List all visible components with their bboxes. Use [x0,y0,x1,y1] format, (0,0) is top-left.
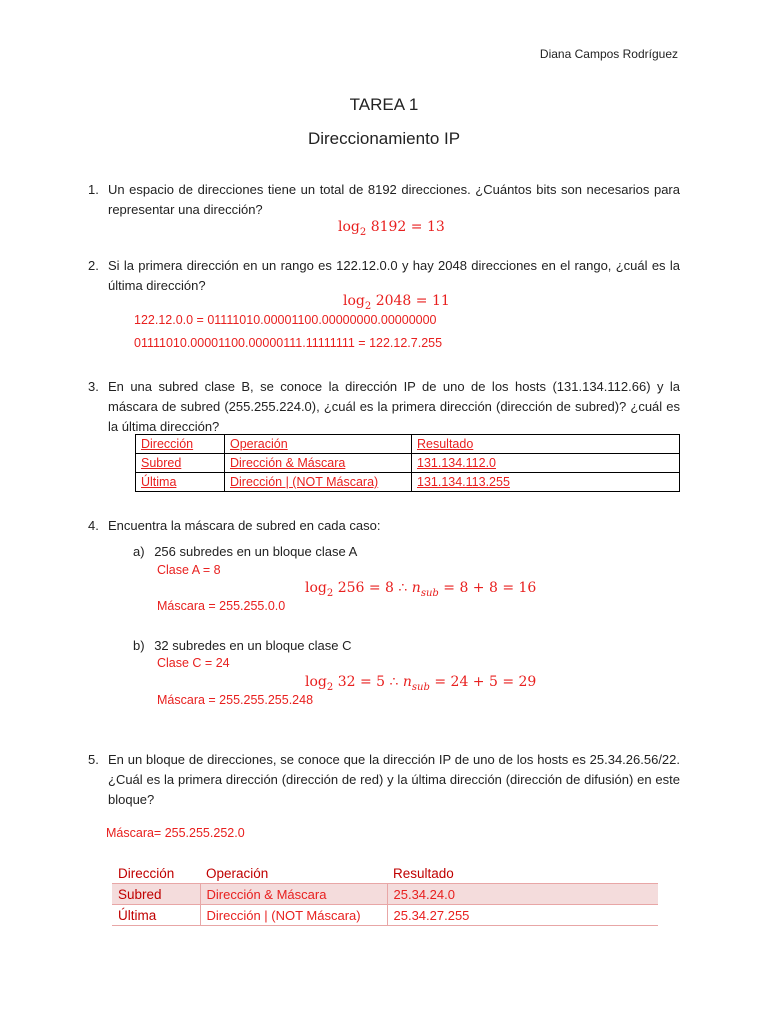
question-5 [88,750,680,810]
question-3 [88,377,680,437]
question-1 [88,180,680,220]
table-cell: 25.34.27.255 [387,905,658,926]
table-q5 [112,863,658,926]
author-name: Diana Campos Rodríguez [539,47,678,61]
equation-log-8192: $\log_2 8192 = 13$ [338,219,445,238]
mask-b: Máscara = 255.255.255.248 [157,693,314,707]
table-cell: Dirección | (NOT Máscara) [225,473,412,492]
table-row [112,905,658,926]
question-number: 2. [88,258,99,273]
equation-log-2048: $\log_2 2048 = 11$ [343,293,450,312]
equation-log-256: $\log_2 256 = 8$ ∴ $n_{sub} = 8 + 8 = 16$ [305,580,537,599]
table-cell: Subred [112,884,200,905]
question-number: 3. [88,379,99,394]
question-4 [88,516,680,536]
table-row [136,454,680,473]
question-text: Encuentra la máscara de subred en cada caso: [108,518,381,533]
table-q3 [135,434,680,492]
table-cell: Dirección | (NOT Máscara) [200,905,387,926]
question-number: 4. [88,518,99,533]
question-text: Si la primera dirección en un rango es 122.12.0.0 y hay 2048 direcciones en el rango, ¿cuál es la última dirección? [108,258,680,293]
subquestion-text: 32 subredes en un bloque clase C [154,638,352,653]
table-cell: 131.134.112.0 [412,454,680,473]
clase-c-value: Clase C = 24 [157,656,230,670]
table-row [136,473,680,492]
table-cell: Dirección & Máscara [225,454,412,473]
subquestion-text: 256 subredes en un bloque clase A [154,544,358,559]
question-number: 1. [88,182,99,197]
binary-line-2: 01111010.00001100.00000111.11111111 = 122.12.7.255 [134,336,443,350]
document-title: TAREA 1 [349,95,419,114]
table-header-cell: Resultado [412,435,680,454]
question-text: En una subred clase B, se conoce la dirección IP de uno de los hosts (131.134.112.66) y la máscara de subred (255.255.224.0), ¿cuál es la primera dirección (dirección de subred)? ¿cuál es la última dirección? [108,379,680,434]
subquestion-a [133,544,357,559]
subquestion-label: b) [133,638,145,653]
document-subtitle: Direccionamiento IP [307,129,461,148]
subquestion-b [133,638,352,653]
mask-a: Máscara = 255.255.0.0 [157,599,286,613]
table-header-cell: Operación [225,435,412,454]
equation-log-32: $\log_2 32 = 5$ ∴ $n_{sub} = 24 + 5 = 29$ [305,674,537,693]
table-cell: Última [136,473,225,492]
table-row [112,884,658,905]
subquestion-label: a) [133,544,145,559]
question-2 [88,256,680,296]
table-header-cell: Resultado [387,863,658,884]
question-number: 5. [88,752,99,767]
mask-q5: Máscara= 255.255.252.0 [106,826,245,840]
table-header-cell: Operación [200,863,387,884]
table-header-row [112,863,658,884]
table-header-cell: Dirección [136,435,225,454]
table-cell: Última [112,905,200,926]
table-cell: 131.134.113.255 [412,473,680,492]
clase-a-value: Clase A = 8 [157,563,221,577]
table-header-cell: Dirección [112,863,200,884]
question-text: Un espacio de direcciones tiene un total de 8192 direcciones. ¿Cuántos bits son necesarios para representar una dirección? [108,182,680,217]
table-cell: Dirección & Máscara [200,884,387,905]
question-text: En un bloque de direcciones, se conoce que la dirección IP de uno de los hosts es 25.34.26.56/22. ¿Cuál es la primera dirección (dirección de red) y la última dirección (dirección de difusión) en este bloque? [108,752,680,807]
table-cell: Subred [136,454,225,473]
table-header-row [136,435,680,454]
binary-line-1: 122.12.0.0 = 01111010.00001100.00000000.00000000 [134,313,437,327]
table-cell: 25.34.24.0 [387,884,658,905]
